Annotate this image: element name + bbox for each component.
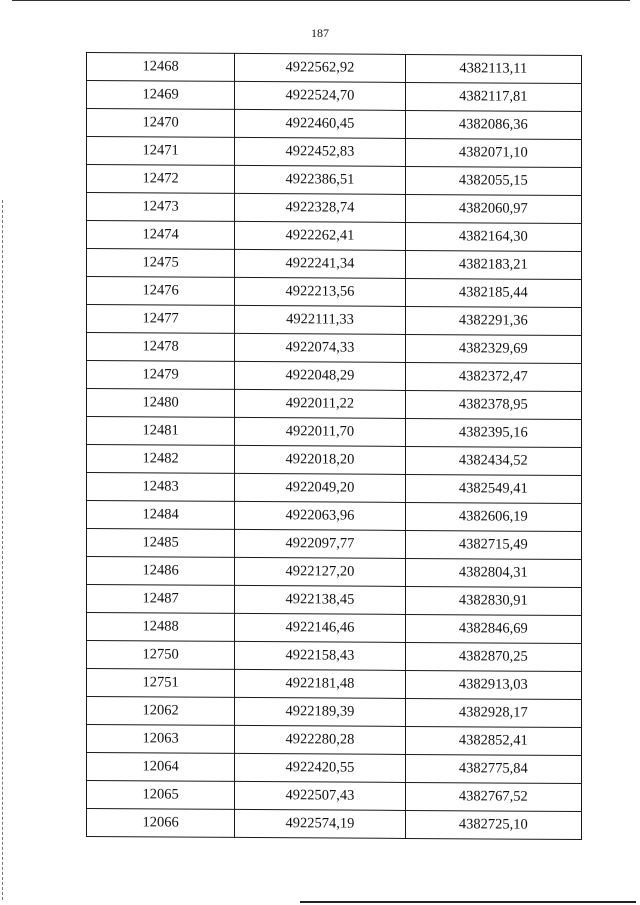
table-row [87, 109, 582, 140]
y-coordinate-cell: 4382715,49 [405, 530, 581, 559]
point-number-cell: 12486 [87, 557, 235, 586]
point-number-cell: 12484 [87, 501, 235, 530]
x-coordinate-cell: 4922507,43 [235, 781, 405, 810]
page-number: 187 [311, 26, 329, 40]
y-coordinate-cell: 4382725,10 [405, 810, 581, 839]
y-coordinate-cell: 4382329,69 [405, 334, 581, 363]
x-coordinate-cell: 4922241,34 [235, 249, 405, 278]
x-coordinate-cell: 4922097,77 [235, 529, 405, 558]
table-row [87, 305, 582, 336]
table-row [87, 669, 582, 700]
y-coordinate-cell: 4382113,11 [405, 54, 581, 83]
x-coordinate-cell: 4922452,83 [235, 137, 405, 166]
point-number-cell: 12469 [87, 81, 235, 110]
table-row [87, 613, 582, 644]
y-coordinate-cell: 4382928,17 [405, 698, 581, 727]
table-row [87, 249, 582, 280]
table-row [87, 81, 582, 112]
x-coordinate-cell: 4922524,70 [235, 81, 405, 110]
y-coordinate-cell: 4382060,97 [405, 194, 581, 223]
point-number-cell: 12472 [87, 165, 235, 194]
x-coordinate-cell: 4922460,45 [235, 109, 405, 138]
y-coordinate-cell: 4382372,47 [405, 362, 581, 391]
x-coordinate-cell: 4922011,22 [235, 389, 405, 418]
point-number-cell: 12064 [87, 753, 235, 782]
coordinates-table [86, 52, 582, 840]
y-coordinate-cell: 4382395,16 [405, 418, 581, 447]
x-coordinate-cell: 4922074,33 [235, 333, 405, 362]
table-row [87, 473, 582, 504]
table-row [87, 417, 582, 448]
x-coordinate-cell: 4922063,96 [235, 501, 405, 530]
table-row [87, 389, 582, 420]
y-coordinate-cell: 4382549,41 [405, 474, 581, 503]
table-row [87, 137, 582, 168]
point-number-cell: 12473 [87, 193, 235, 222]
point-number-cell: 12479 [87, 361, 235, 390]
x-coordinate-cell: 4922048,29 [235, 361, 405, 390]
x-coordinate-cell: 4922213,56 [235, 277, 405, 306]
table-row [87, 361, 582, 392]
y-coordinate-cell: 4382870,25 [405, 642, 581, 671]
y-coordinate-cell: 4382804,31 [405, 558, 581, 587]
y-coordinate-cell: 4382164,30 [405, 222, 581, 251]
x-coordinate-cell: 4922181,48 [235, 669, 405, 698]
point-number-cell: 12481 [87, 417, 235, 446]
point-number-cell: 12482 [87, 445, 235, 474]
x-coordinate-cell: 4922262,41 [235, 221, 405, 250]
x-coordinate-cell: 4922018,20 [235, 445, 405, 474]
x-coordinate-cell: 4922146,46 [235, 613, 405, 642]
table-row [87, 53, 582, 84]
x-coordinate-cell: 4922574,19 [235, 809, 405, 838]
point-number-cell: 12468 [87, 53, 235, 82]
table-row [87, 641, 582, 672]
y-coordinate-cell: 4382606,19 [405, 502, 581, 531]
y-coordinate-cell: 4382767,52 [405, 782, 581, 811]
table-row [87, 557, 582, 588]
table-row [87, 193, 582, 224]
point-number-cell: 12062 [87, 697, 235, 726]
y-coordinate-cell: 4382071,10 [405, 138, 581, 167]
x-coordinate-cell: 4922111,33 [235, 305, 405, 334]
table-row [87, 529, 582, 560]
point-number-cell: 12066 [87, 809, 235, 838]
table-row [87, 277, 582, 308]
point-number-cell: 12477 [87, 305, 235, 334]
point-number-cell: 12480 [87, 389, 235, 418]
y-coordinate-cell: 4382086,36 [405, 110, 581, 139]
x-coordinate-cell: 4922562,92 [235, 53, 405, 82]
table-row [87, 809, 582, 840]
left-margin-line [2, 200, 3, 900]
table-row [87, 585, 582, 616]
x-coordinate-cell: 4922189,39 [235, 697, 405, 726]
y-coordinate-cell: 4382830,91 [405, 586, 581, 615]
table-row [87, 165, 582, 196]
point-number-cell: 12487 [87, 585, 235, 614]
table-row [87, 221, 582, 252]
x-coordinate-cell: 4922011,70 [235, 417, 405, 446]
y-coordinate-cell: 4382055,15 [405, 166, 581, 195]
x-coordinate-cell: 4922138,45 [235, 585, 405, 614]
point-number-cell: 12476 [87, 277, 235, 306]
point-number-cell: 12063 [87, 725, 235, 754]
x-coordinate-cell: 4922127,20 [235, 557, 405, 586]
y-coordinate-cell: 4382378,95 [405, 390, 581, 419]
y-coordinate-cell: 4382291,36 [405, 306, 581, 335]
coordinates-table-body [87, 53, 582, 840]
y-coordinate-cell: 4382852,41 [405, 726, 581, 755]
table-row [87, 333, 582, 364]
point-number-cell: 12474 [87, 221, 235, 250]
point-number-cell: 12483 [87, 473, 235, 502]
y-coordinate-cell: 4382775,84 [405, 754, 581, 783]
y-coordinate-cell: 4382117,81 [405, 82, 581, 111]
table-row [87, 781, 582, 812]
point-number-cell: 12750 [87, 641, 235, 670]
point-number-cell: 12471 [87, 137, 235, 166]
table-row [87, 725, 582, 756]
y-coordinate-cell: 4382434,52 [405, 446, 581, 475]
y-coordinate-cell: 4382846,69 [405, 614, 581, 643]
table-row [87, 501, 582, 532]
point-number-cell: 12470 [87, 109, 235, 138]
point-number-cell: 12065 [87, 781, 235, 810]
point-number-cell: 12488 [87, 613, 235, 642]
x-coordinate-cell: 4922158,43 [235, 641, 405, 670]
y-coordinate-cell: 4382913,03 [405, 670, 581, 699]
point-number-cell: 12751 [87, 669, 235, 698]
point-number-cell: 12478 [87, 333, 235, 362]
x-coordinate-cell: 4922420,55 [235, 753, 405, 782]
x-coordinate-cell: 4922049,20 [235, 473, 405, 502]
top-rule [12, 0, 630, 1]
point-number-cell: 12485 [87, 529, 235, 558]
x-coordinate-cell: 4922280,28 [235, 725, 405, 754]
table-row [87, 697, 582, 728]
bottom-rule [300, 901, 636, 903]
y-coordinate-cell: 4382183,21 [405, 250, 581, 279]
point-number-cell: 12475 [87, 249, 235, 278]
y-coordinate-cell: 4382185,44 [405, 278, 581, 307]
x-coordinate-cell: 4922386,51 [235, 165, 405, 194]
table-row [87, 753, 582, 784]
table-row [87, 445, 582, 476]
x-coordinate-cell: 4922328,74 [235, 193, 405, 222]
